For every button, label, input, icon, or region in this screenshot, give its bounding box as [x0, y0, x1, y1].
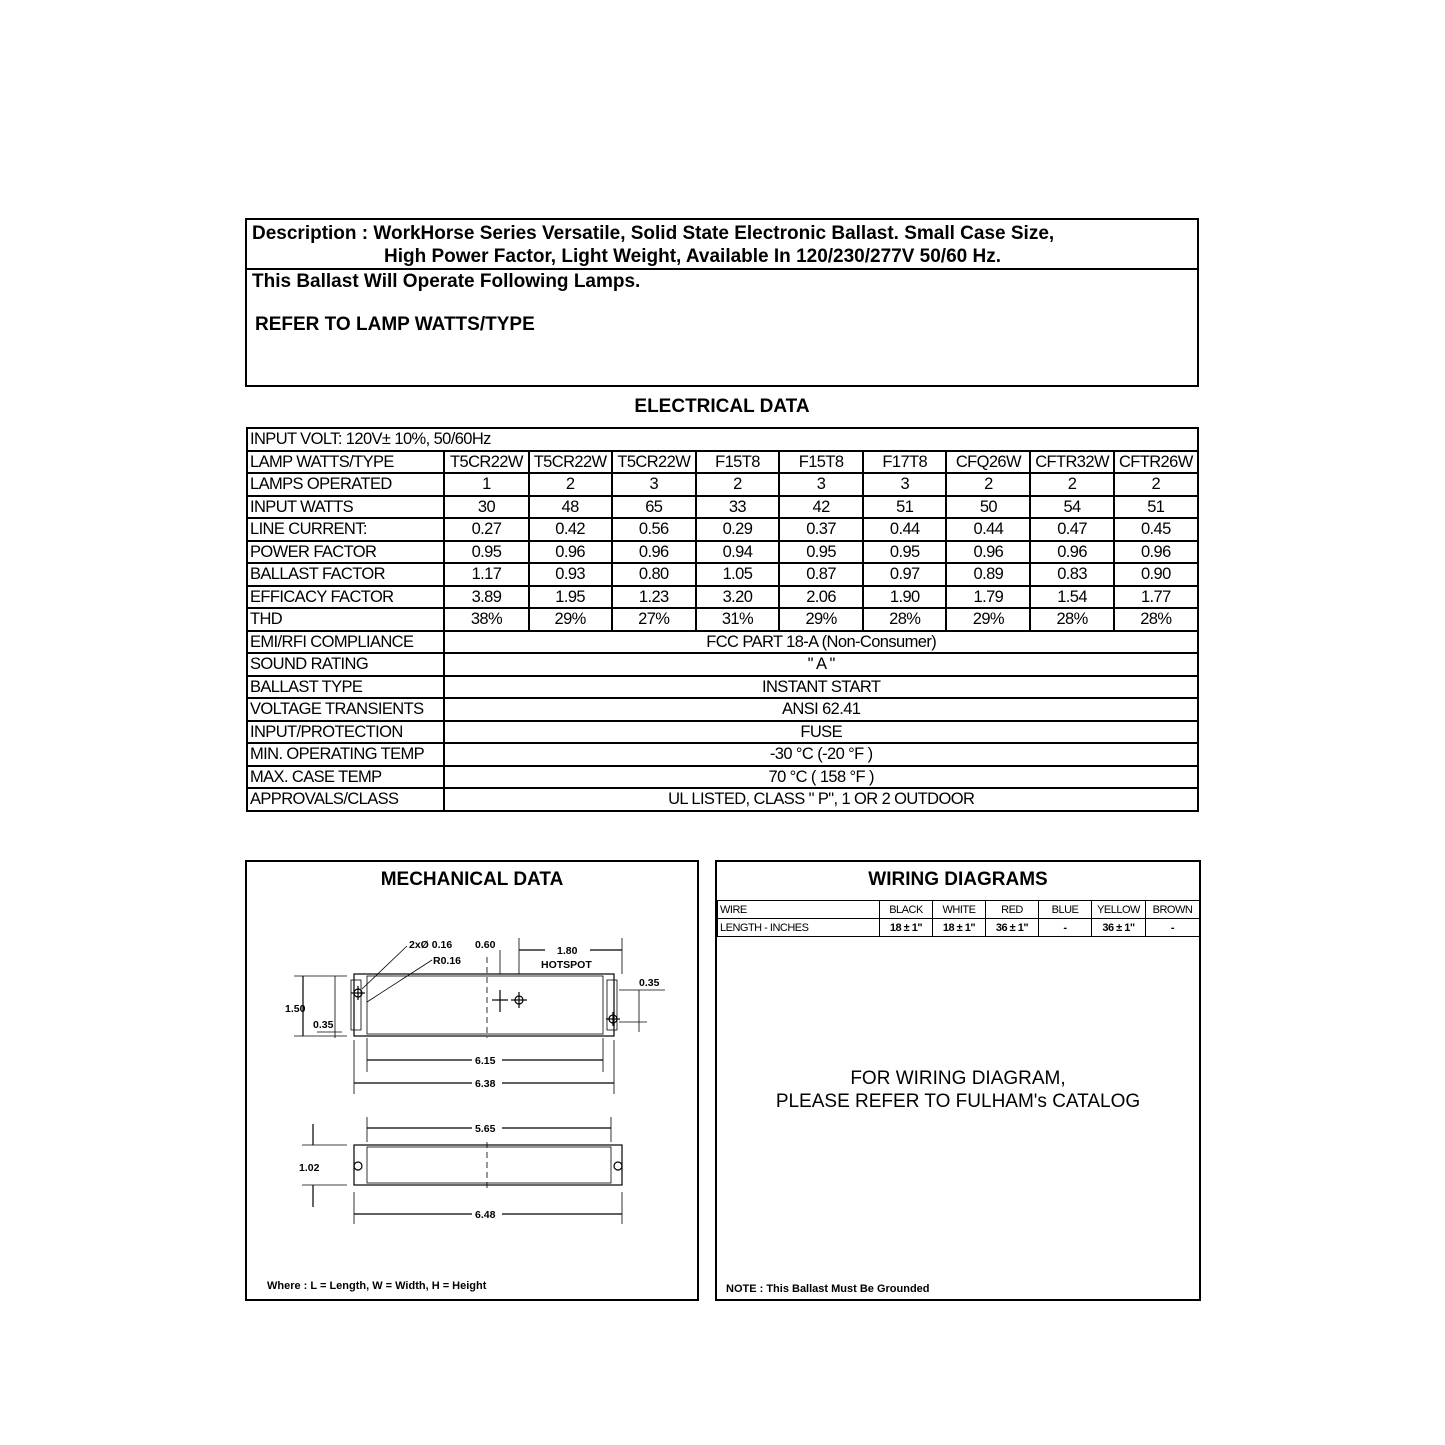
wiring-message-line-1: FOR WIRING DIAGRAM, [850, 1068, 1066, 1089]
dim-180: 1.80 [557, 945, 578, 957]
electrical-value-cell: CFTR26W [1114, 451, 1198, 474]
electrical-value-cell: 0.89 [946, 563, 1030, 586]
wire-color-cell: RED [986, 901, 1039, 919]
electrical-row-label: INPUT WATTS [247, 496, 444, 519]
electrical-row-label: BALLAST FACTOR [247, 563, 444, 586]
electrical-value-cell: 1.77 [1114, 586, 1198, 609]
electrical-row [247, 608, 1198, 631]
electrical-row-label: EFFICACY FACTOR [247, 586, 444, 609]
electrical-data-title: ELECTRICAL DATA [634, 396, 810, 417]
electrical-value-cell: 1.17 [444, 563, 528, 586]
electrical-value-cell: 1.23 [612, 586, 696, 609]
electrical-value-cell: F15T8 [696, 451, 779, 474]
electrical-span-row [247, 766, 1198, 789]
dim-150: 1.50 [285, 1003, 306, 1015]
electrical-row-label: LAMPS OPERATED [247, 473, 444, 496]
lamps-operated-statement: This Ballast Will Operate Following Lamps. [252, 271, 641, 292]
wire-length-table [717, 900, 1200, 937]
wire-header-label: WIRE [718, 901, 880, 919]
electrical-row [247, 473, 1198, 496]
electrical-value-cell: T5CR22W [612, 451, 696, 474]
electrical-value-cell: 28% [863, 608, 946, 631]
electrical-row-label: POWER FACTOR [247, 541, 444, 564]
electrical-span-value: " A " [444, 653, 1198, 676]
electrical-value-cell: T5CR22W [529, 451, 612, 474]
electrical-value-cell: 0.94 [696, 541, 779, 564]
wire-length-cell: 18 ± 1" [880, 919, 933, 937]
electrical-row [247, 586, 1198, 609]
electrical-value-cell: 27% [612, 608, 696, 631]
electrical-value-cell: 0.87 [779, 563, 863, 586]
electrical-span-value: -30 °C (-20 °F ) [444, 743, 1198, 766]
wire-length-label: LENGTH - INCHES [718, 919, 880, 937]
electrical-span-row [247, 676, 1198, 699]
electrical-row [247, 541, 1198, 564]
electrical-span-value: 70 °C ( 158 °F ) [444, 766, 1198, 789]
wire-color-cell: BLACK [880, 901, 933, 919]
electrical-span-value: FCC PART 18-A (Non-Consumer) [444, 631, 1198, 654]
electrical-value-cell: 31% [696, 608, 779, 631]
electrical-value-cell: 0.37 [779, 518, 863, 541]
electrical-value-cell: 0.44 [946, 518, 1030, 541]
electrical-value-cell: 3 [612, 473, 696, 496]
ballast-body-top-view [354, 974, 614, 1036]
electrical-span-row [247, 743, 1198, 766]
wire-color-cell: BROWN [1146, 901, 1200, 919]
electrical-row [247, 518, 1198, 541]
electrical-value-cell: 65 [612, 496, 696, 519]
dim-radius: R0.16 [433, 955, 462, 967]
electrical-span-value: FUSE [444, 721, 1198, 744]
electrical-value-cell: 1.79 [946, 586, 1030, 609]
electrical-value-cell: 0.56 [612, 518, 696, 541]
wire-length-cell: - [1039, 919, 1092, 937]
electrical-row-label: EMI/RFI COMPLIANCE [247, 631, 444, 654]
wire-length-cell: 36 ± 1" [1092, 919, 1146, 937]
electrical-value-cell: 0.45 [1114, 518, 1198, 541]
electrical-value-cell: 30 [444, 496, 528, 519]
electrical-value-cell: 0.96 [1030, 541, 1113, 564]
electrical-value-cell: 1.54 [1030, 586, 1113, 609]
electrical-value-cell: 3.20 [696, 586, 779, 609]
electrical-span-row [247, 653, 1198, 676]
electrical-value-cell: 0.44 [863, 518, 946, 541]
electrical-value-cell: 51 [863, 496, 946, 519]
dim-638: 6.38 [475, 1078, 496, 1090]
electrical-value-cell: 0.47 [1030, 518, 1113, 541]
wire-length-cell: 18 ± 1" [933, 919, 986, 937]
electrical-span-row [247, 788, 1198, 811]
description-box [245, 218, 1199, 387]
electrical-value-cell: 50 [946, 496, 1030, 519]
electrical-value-cell: 0.29 [696, 518, 779, 541]
dim-035-right: 0.35 [639, 977, 660, 989]
electrical-row-label: APPROVALS/CLASS [247, 788, 444, 811]
description-header [247, 220, 1197, 270]
electrical-span-row [247, 698, 1198, 721]
electrical-value-cell: 0.93 [529, 563, 612, 586]
electrical-value-cell: 0.90 [1114, 563, 1198, 586]
wire-color-cell: WHITE [933, 901, 986, 919]
electrical-value-cell: 2.06 [779, 586, 863, 609]
electrical-value-cell: 0.42 [529, 518, 612, 541]
electrical-span-value: ANSI 62.41 [444, 698, 1198, 721]
mechanical-note: Where : L = Length, W = Width, H = Height [267, 1280, 487, 1292]
electrical-value-cell: 0.83 [1030, 563, 1113, 586]
wiring-message-line-2: PLEASE REFER TO FULHAM's CATALOG [775, 1091, 1141, 1112]
description-line-2: High Power Factor, Light Weight, Available In 120/230/277V 50/60 Hz. [384, 246, 1001, 267]
electrical-data-table [246, 427, 1199, 812]
electrical-value-cell: 0.95 [863, 541, 946, 564]
electrical-value-cell: CFTR32W [1030, 451, 1113, 474]
electrical-span-row [247, 721, 1198, 744]
electrical-value-cell: T5CR22W [444, 451, 528, 474]
electrical-value-cell: 0.95 [779, 541, 863, 564]
electrical-row-label: LINE CURRENT: [247, 518, 444, 541]
dim-565: 5.65 [475, 1123, 496, 1135]
electrical-value-cell: 1.05 [696, 563, 779, 586]
dim-hotspot: HOTSPOT [541, 959, 592, 971]
electrical-value-cell: 48 [529, 496, 612, 519]
wire-length-cell: 36 ± 1" [986, 919, 1039, 937]
dim-615: 6.15 [475, 1055, 496, 1067]
electrical-value-cell: 0.96 [946, 541, 1030, 564]
electrical-value-cell: 1.95 [529, 586, 612, 609]
electrical-row-label: INPUT/PROTECTION [247, 721, 444, 744]
electrical-row-label: SOUND RATING [247, 653, 444, 676]
electrical-row [247, 563, 1198, 586]
electrical-value-cell: 2 [696, 473, 779, 496]
electrical-row-label: VOLTAGE TRANSIENTS [247, 698, 444, 721]
electrical-value-cell: F15T8 [779, 451, 863, 474]
electrical-value-cell: 28% [1114, 608, 1198, 631]
electrical-row [247, 451, 1198, 474]
electrical-span-value: UL LISTED, CLASS " P", 1 OR 2 OUTDOOR [444, 788, 1198, 811]
electrical-value-cell: 29% [529, 608, 612, 631]
electrical-span-row [247, 631, 1198, 654]
electrical-row-label: BALLAST TYPE [247, 676, 444, 699]
dim-648: 6.48 [475, 1209, 496, 1221]
dim-102: 1.02 [299, 1162, 320, 1174]
electrical-row-label: LAMP WATTS/TYPE [247, 451, 444, 474]
electrical-value-cell: 2 [529, 473, 612, 496]
ballast-body-side-view [354, 1145, 622, 1185]
electrical-value-cell: 28% [1030, 608, 1113, 631]
refer-note: REFER TO LAMP WATTS/TYPE [255, 314, 535, 335]
electrical-value-cell: 2 [1030, 473, 1113, 496]
wiring-diagrams-box [715, 860, 1201, 1301]
electrical-value-cell: 54 [1030, 496, 1113, 519]
electrical-value-cell: 33 [696, 496, 779, 519]
electrical-value-cell: 0.27 [444, 518, 528, 541]
electrical-value-cell: 0.96 [612, 541, 696, 564]
electrical-value-cell: 42 [779, 496, 863, 519]
dim-035-left: 0.35 [313, 1019, 334, 1031]
mechanical-drawing [247, 862, 697, 1299]
wire-color-cell: BLUE [1039, 901, 1092, 919]
electrical-value-cell: 3.89 [444, 586, 528, 609]
electrical-value-cell: 0.96 [1114, 541, 1198, 564]
electrical-span-value: INSTANT START [444, 676, 1198, 699]
electrical-value-cell: 2 [946, 473, 1030, 496]
electrical-value-cell: 38% [444, 608, 528, 631]
electrical-value-cell: 0.95 [444, 541, 528, 564]
input-volt-cell: INPUT VOLT: 120V± 10%, 50/60Hz [247, 428, 1198, 451]
electrical-value-cell: F17T8 [863, 451, 946, 474]
mechanical-data-box [245, 860, 699, 1301]
electrical-row [247, 496, 1198, 519]
electrical-value-cell: CFQ26W [946, 451, 1030, 474]
wiring-diagrams-title: WIRING DIAGRAMS [868, 869, 1048, 890]
wire-color-cell: YELLOW [1092, 901, 1146, 919]
electrical-value-cell: 1 [444, 473, 528, 496]
dim-060: 0.60 [475, 939, 496, 951]
electrical-row-label: MAX. CASE TEMP [247, 766, 444, 789]
electrical-row-label: MIN. OPERATING TEMP [247, 743, 444, 766]
electrical-value-cell: 3 [779, 473, 863, 496]
electrical-row-label: THD [247, 608, 444, 631]
grounding-note: NOTE : This Ballast Must Be Grounded [726, 1283, 930, 1295]
electrical-value-cell: 29% [779, 608, 863, 631]
electrical-value-cell: 1.90 [863, 586, 946, 609]
electrical-value-cell: 3 [863, 473, 946, 496]
electrical-value-cell: 51 [1114, 496, 1198, 519]
mechanical-data-title: MECHANICAL DATA [380, 869, 564, 890]
electrical-value-cell: 0.96 [529, 541, 612, 564]
dim-holes: 2xØ 0.16 [409, 939, 453, 951]
wire-length-cell: - [1146, 919, 1200, 937]
electrical-value-cell: 2 [1114, 473, 1198, 496]
description-line-1: Description : WorkHorse Series Versatile, Solid State Electronic Ballast. Small Case Size, [252, 223, 1055, 244]
electrical-value-cell: 0.97 [863, 563, 946, 586]
electrical-value-cell: 29% [946, 608, 1030, 631]
electrical-value-cell: 0.80 [612, 563, 696, 586]
